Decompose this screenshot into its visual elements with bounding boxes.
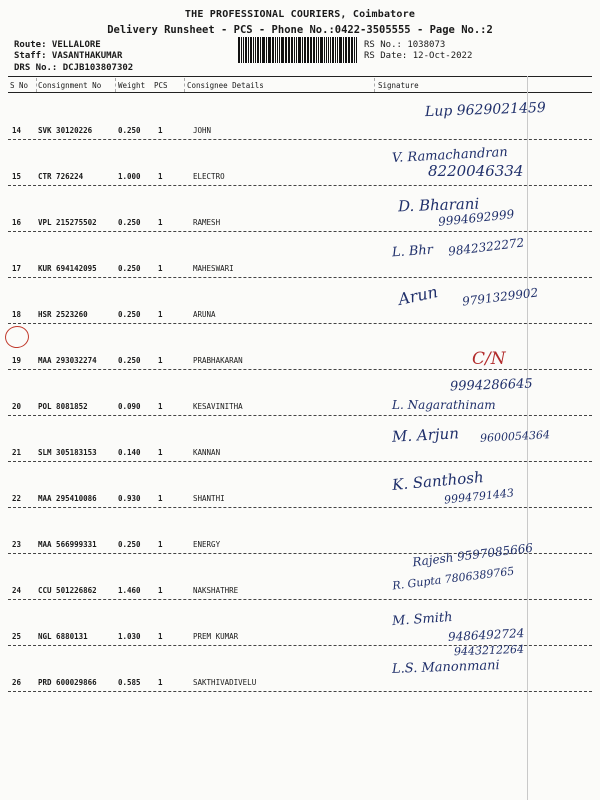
consignee-name: ENERGY xyxy=(193,540,221,549)
handwritten-signature: L. Nagarathinam xyxy=(392,398,496,412)
consignee-name: SHANTHI xyxy=(193,494,225,503)
row-separator xyxy=(8,277,592,278)
serial-number: 15 xyxy=(12,172,22,181)
rs-date: RS Date: 12-Oct-2022 xyxy=(364,51,473,61)
serial-number: 16 xyxy=(12,218,22,227)
handwritten-signature: 9994692999 xyxy=(437,207,515,229)
serial-number: 23 xyxy=(12,540,22,549)
column-header-weight: Weight xyxy=(118,81,146,90)
handwritten-signature: Rajesh 9597085666 xyxy=(411,540,534,570)
row-separator xyxy=(8,507,592,508)
weight-value: 1.000 xyxy=(118,172,141,181)
serial-number: 26 xyxy=(12,678,22,687)
pcs-value: 1 xyxy=(158,586,163,595)
handwritten-signature: 9842322272 xyxy=(447,235,525,259)
handwritten-signature: L. Bhr xyxy=(391,242,434,261)
handwritten-signature: 9486492724 xyxy=(447,626,525,644)
consignment-number: KUR 694142095 xyxy=(38,264,97,273)
pcs-value: 1 xyxy=(158,678,163,687)
consignee-name: KANNAN xyxy=(193,448,221,457)
row-separator xyxy=(8,599,592,600)
consignment-number: POL 8081852 xyxy=(38,402,88,411)
pcs-value: 1 xyxy=(158,310,163,319)
pcs-value: 1 xyxy=(158,448,163,457)
serial-number: 24 xyxy=(12,586,22,595)
row-separator xyxy=(8,461,592,462)
pcs-value: 1 xyxy=(158,632,163,641)
handwritten-signature: M. Arjun xyxy=(391,424,460,446)
serial-number: 21 xyxy=(12,448,22,457)
consignment-number: MAA 295410086 xyxy=(38,494,97,503)
weight-value: 0.250 xyxy=(118,218,141,227)
consignment-number: VPL 215275502 xyxy=(38,218,97,227)
pcs-value: 1 xyxy=(158,264,163,273)
column-divider xyxy=(36,78,37,92)
serial-number: 14 xyxy=(12,126,22,135)
pcs-value: 1 xyxy=(158,540,163,549)
handwritten-signature: V. Ramachandran xyxy=(391,144,509,167)
weight-value: 0.250 xyxy=(118,310,141,319)
header-top-rule xyxy=(8,76,592,77)
serial-number: 20 xyxy=(12,402,22,411)
header-bottom-rule xyxy=(8,92,592,93)
column-divider xyxy=(374,78,375,92)
pcs-value: 1 xyxy=(158,126,163,135)
handwritten-signature: M. Smith xyxy=(391,609,454,630)
weight-value: 0.090 xyxy=(118,402,141,411)
pcs-value: 1 xyxy=(158,356,163,365)
handwritten-signature: K. Santhosh xyxy=(391,468,485,494)
serial-number: 17 xyxy=(12,264,22,273)
row-separator xyxy=(8,185,592,186)
runsheet-subtitle: Delivery Runsheet - PCS - Phone No.:0422-3505555 - Page No.:2 xyxy=(107,24,493,36)
consignment-number: NGL 6880131 xyxy=(38,632,88,641)
handwritten-signature: D. Bharani xyxy=(397,194,480,216)
pcs-value: 1 xyxy=(158,218,163,227)
consignment-number: CTR 726224 xyxy=(38,172,84,181)
consignee-name: MAHESWARI xyxy=(193,264,234,273)
handwritten-signature: 8220046334 xyxy=(428,162,524,180)
column-header-pcs: PCS xyxy=(154,81,168,90)
handwritten-signature: Arun xyxy=(396,282,440,309)
serial-number: 19 xyxy=(12,356,22,365)
weight-value: 0.250 xyxy=(118,540,141,549)
serial-number: 25 xyxy=(12,632,22,641)
row-separator xyxy=(8,323,592,324)
consignee-name: KESAVINITHA xyxy=(193,402,243,411)
handwritten-signature: 9443212264 xyxy=(453,642,525,659)
consignee-name: RAMESH xyxy=(193,218,221,227)
consignee-name: PREM KUMAR xyxy=(193,632,239,641)
handwritten-signature: Lup 9629021459 xyxy=(424,99,547,121)
weight-value: 0.140 xyxy=(118,448,141,457)
route-label: Route: VELLALORE xyxy=(14,40,101,50)
handwritten-signature: R. Gupta 7806389765 xyxy=(391,564,515,593)
row-separator xyxy=(8,139,592,140)
handwritten-signature: 9600054364 xyxy=(479,428,551,445)
rs-number: RS No.: 1038073 xyxy=(364,40,446,50)
weight-value: 0.585 xyxy=(118,678,141,687)
weight-value: 0.250 xyxy=(118,356,141,365)
row-19-circle-mark xyxy=(4,324,31,349)
consignee-name: ARUNA xyxy=(193,310,216,319)
consignee-name: JOHN xyxy=(193,126,212,135)
column-header-consignee: Consignee Details xyxy=(187,81,264,90)
weight-value: 0.930 xyxy=(118,494,141,503)
pcs-value: 1 xyxy=(158,402,163,411)
cn-handwritten-mark: C/N xyxy=(472,349,506,369)
column-header-sno: S No xyxy=(10,81,29,90)
consignment-number: SVK 30120226 xyxy=(38,126,93,135)
row-separator xyxy=(8,415,592,416)
column-header-consignment: Consignment No xyxy=(38,81,102,90)
weight-value: 1.460 xyxy=(118,586,141,595)
consignee-name: SAKTHIVADIVELU xyxy=(193,678,257,687)
weight-value: 0.250 xyxy=(118,264,141,273)
consignment-number: PRD 600029866 xyxy=(38,678,97,687)
pcs-value: 1 xyxy=(158,172,163,181)
consignee-name: ELECTRO xyxy=(193,172,225,181)
row-separator xyxy=(8,369,592,370)
drs-number: DRS No.: DCJB103807302 xyxy=(14,63,134,73)
row-separator xyxy=(8,691,592,692)
staff-label: Staff: VASANTHAKUMAR xyxy=(14,51,123,61)
column-header-signature: Signature xyxy=(378,81,419,90)
weight-value: 1.030 xyxy=(118,632,141,641)
pcs-value: 1 xyxy=(158,494,163,503)
consignment-number: MAA 566999331 xyxy=(38,540,97,549)
handwritten-signature: 9791329902 xyxy=(461,285,539,309)
consignment-number: CCU 501226862 xyxy=(38,586,97,595)
handwritten-signature: 9994791443 xyxy=(443,486,515,507)
consignment-number: MAA 293032274 xyxy=(38,356,97,365)
weight-value: 0.250 xyxy=(118,126,141,135)
serial-number: 18 xyxy=(12,310,22,319)
row-separator xyxy=(8,231,592,232)
consignment-number: SLM 305183153 xyxy=(38,448,97,457)
barcode-image xyxy=(238,37,358,63)
handwritten-signature: L.S. Manonmani xyxy=(391,658,500,677)
handwritten-signature: 9994286645 xyxy=(449,376,533,395)
consignee-name: PRABHAKARAN xyxy=(193,356,243,365)
company-title: THE PROFESSIONAL COURIERS, Coimbatore xyxy=(184,9,416,20)
serial-number: 22 xyxy=(12,494,22,503)
consignee-name: NAKSHATHRE xyxy=(193,586,239,595)
column-divider xyxy=(115,78,116,92)
consignment-number: HSR 2523260 xyxy=(38,310,88,319)
column-divider xyxy=(184,78,185,92)
